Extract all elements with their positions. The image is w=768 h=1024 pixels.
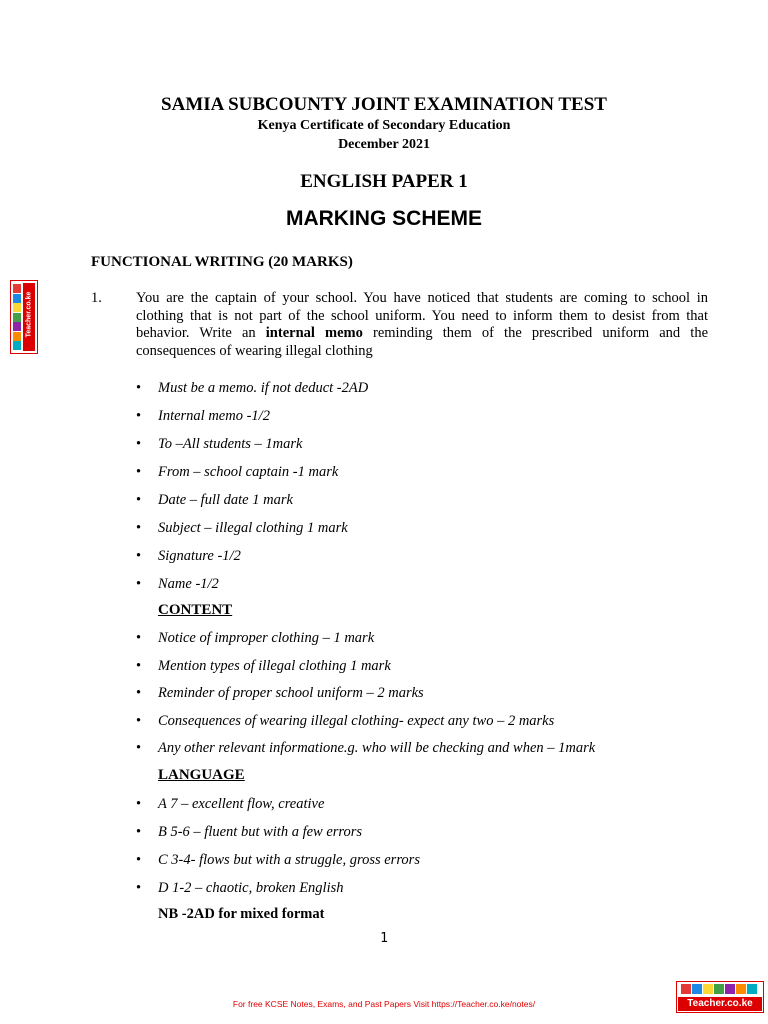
bullet-icon: • [136,548,142,564]
language-heading: LANGUAGE [158,767,245,783]
list-item-text: To –All students – 1mark [158,436,303,452]
bullet-icon: • [136,464,142,480]
logo-text: Teacher.co.ke [678,997,762,1011]
logo-square-icon [736,984,746,994]
bullet-icon: • [136,796,142,812]
logo-square-icon [747,984,757,994]
exam-date: December 2021 [338,137,430,152]
list-item-text: Reminder of proper school uniform – 2 marks [158,685,424,701]
bullet-icon: • [136,712,142,729]
list-item-text: Name -1/2 [158,576,219,592]
list-item-text: Notice of improper clothing – 1 mark [158,630,375,646]
list-item-text: B 5-6 – fluent but with a few errors [158,824,363,840]
section-heading: FUNCTIONAL WRITING (20 MARKS) [91,254,353,270]
format-note: NB -2AD for mixed format [158,906,325,922]
list-item-text: Any other relevant informatione.g. who will be checking and when – 1mark [158,740,596,756]
bullet-icon: • [136,657,142,674]
logo-square-icon [681,984,691,994]
list-item-text: Internal memo -1/2 [158,408,270,424]
list-item-text: D 1-2 – chaotic, broken English [158,880,344,896]
certificate-name: Kenya Certificate of Secondary Education [257,118,511,133]
list-item-text: Subject – illegal clothing 1 mark [158,520,348,536]
question-text-start: You are the captain of your school. You have noticed that students are coming to school in clothing that is not part of the school uniform. You need to inform them to desist from that behavior. Write an [136,290,708,341]
logo-square-icon [13,313,21,322]
bullet-icon: • [136,408,142,424]
logo-square-icon [703,984,713,994]
question-text-bold: internal memo [265,325,363,341]
list-item-text: Signature -1/2 [158,548,241,564]
logo-square-icon [13,294,21,303]
list-item-text: Date – full date 1 mark [158,492,293,508]
bullet-icon: • [136,520,142,536]
logo-square-icon [13,284,21,293]
bullet-icon: • [136,630,142,646]
logo-color-squares [681,984,759,994]
bullet-icon: • [136,740,142,756]
logo-square-icon [714,984,724,994]
bullet-icon: • [136,576,142,592]
logo-text: Teacher.co.ke [25,291,33,338]
page-number: 1 [380,931,388,946]
paper-title: ENGLISH PAPER 1 [300,171,468,192]
side-teacher-logo [10,280,38,354]
exam-title: SAMIA SUBCOUNTY JOINT EXAMINATION TEST [161,94,607,115]
list-item-text: Mention types of illegal clothing 1 mark [158,657,391,674]
bullet-icon: • [136,685,142,701]
list-item-text: From – school captain -1 mark [158,464,339,480]
logo-square-icon [13,322,21,331]
list-item-text: Consequences of wearing illegal clothing- expect any two – 2 marks [158,712,555,729]
marking-scheme-title: MARKING SCHEME [285,207,482,230]
logo-text-band [23,283,35,351]
bullet-icon: • [136,436,142,452]
logo-square-icon [725,984,735,994]
logo-square-icon [13,303,21,312]
content-heading: CONTENT [158,602,233,618]
bullet-icon: • [136,880,142,896]
bullet-icon: • [136,852,142,868]
question-text [136,290,708,360]
logo-color-squares [13,284,21,350]
list-item-text: A 7 – excellent flow, creative [158,796,325,812]
bullet-icon: • [136,380,142,396]
logo-square-icon [692,984,702,994]
logo-square-icon [13,341,21,350]
bullet-icon: • [136,824,142,840]
question-number: 1. [91,290,102,306]
logo-square-icon [13,332,21,341]
footer-link-text[interactable]: For free KCSE Notes, Exams, and Past Papers Visit https://Teacher.co.ke/notes/ [232,999,536,1009]
footer-teacher-logo[interactable] [676,981,764,1013]
list-item-text: Must be a memo. if not deduct -2AD [158,380,369,396]
list-item-text: C 3-4- flows but with a struggle, gross errors [158,852,420,868]
question-text-end: reminding them of the prescribed uniform and the consequences of wearing illegal clothing [136,325,709,359]
bullet-icon: • [136,492,142,508]
